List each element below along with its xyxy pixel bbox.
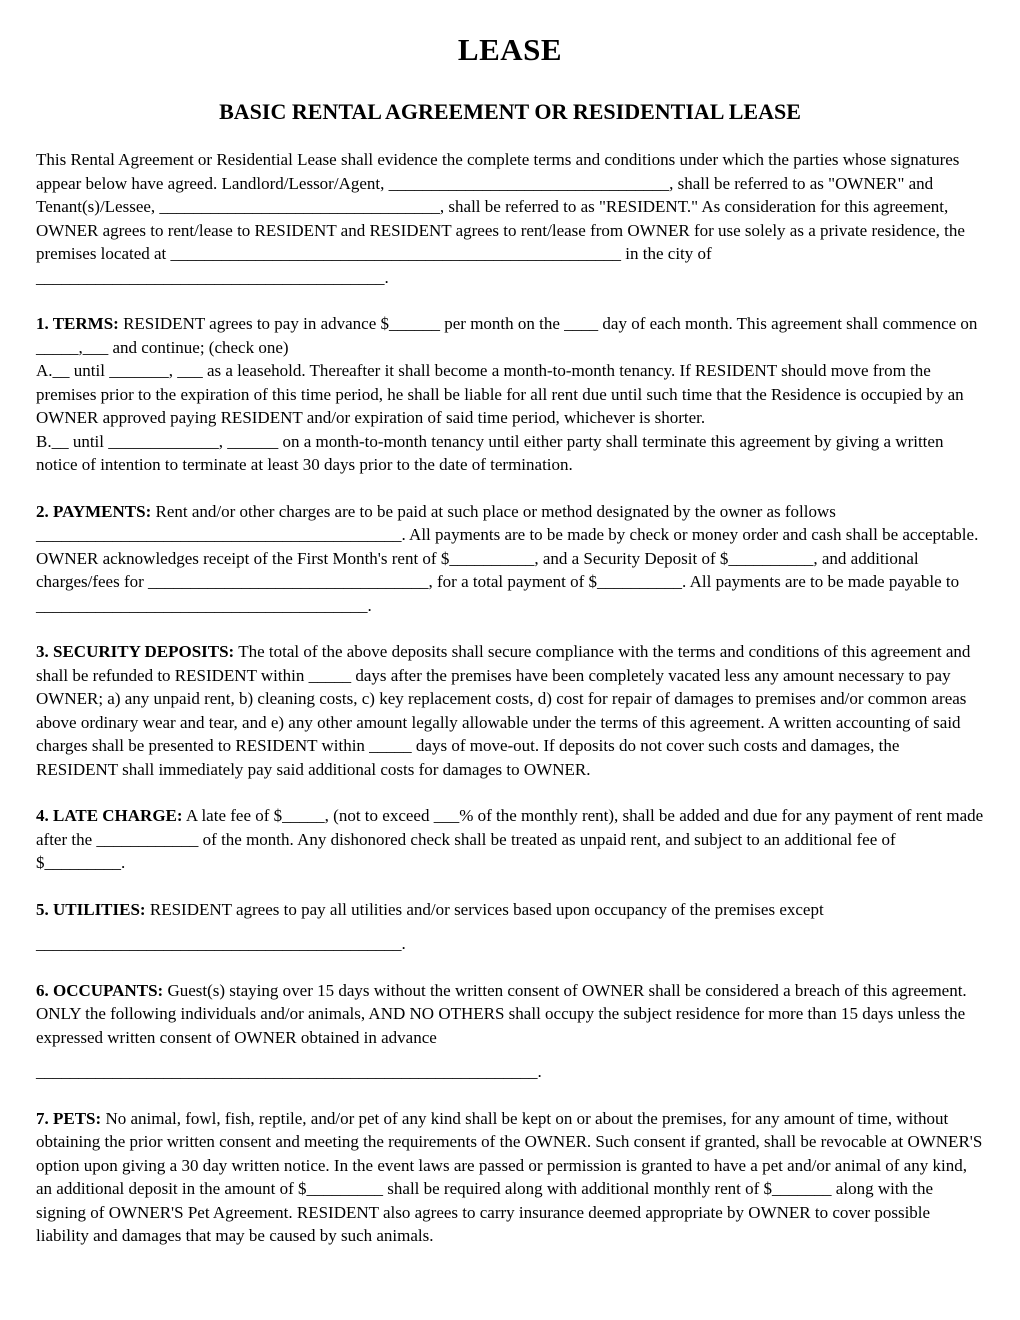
section-terms-clause-b: B.__ until _____________, ______ on a month-to-month tenancy until either party shall terminate this agreement by giving a written notice of intention to terminate at least 30 days prior to the date of termination. xyxy=(36,431,944,474)
section-occupants-heading: 6. OCCUPANTS: xyxy=(36,980,164,1000)
section-occupants-blank-line: ___________________________________________________________. xyxy=(36,1062,542,1081)
section-pets-body: No animal, fowl, fish, reptile, and/or pet of any kind shall be kept on or about the premises, for any amount of time, without obtaining the prior written consent and meeting the requirements of the OWNER. Such consent if granted, shall be revocable at OWNER'S option upon giving a 30 day written notice. In the event laws are passed or permission is granted to have a pet and/or animal of any kind, an additional deposit in the amount of $_________ shall be required along with additional monthly rent of $_______ along with the signing of OWNER'S Pet Agreement. RESIDENT also agrees to carry insurance deemed appropriate by OWNER to cover possible liability and damages that may be caused by such animals. xyxy=(36,1108,983,1245)
section-occupants-body: Guest(s) staying over 15 days without the written consent of OWNER shall be considered a breach of this agreement. ONLY the following individuals and/or animals, AND NO OTHERS shall occupy the subject residence for more than 15 days unless the expressed written consent of OWNER obtained in advance xyxy=(36,980,967,1047)
section-terms-body: RESIDENT agrees to pay in advance $______ per month on the ____ day of each month. This agreement shall commence on _____,___ and continue; (check one) xyxy=(36,314,978,357)
document-subtitle: BASIC RENTAL AGREEMENT OR RESIDENTIAL LEASE xyxy=(219,99,801,124)
section-occupants xyxy=(36,979,984,1050)
section-utilities-blank-line: ___________________________________________. xyxy=(36,934,406,953)
section-pets-heading: 7. PETS: xyxy=(36,1108,102,1128)
section-security-deposits-body: The total of the above deposits shall secure compliance with the terms and conditions of this agreement and shall be refunded to RESIDENT within _____ days after the premises have been completely vacated less any amount necessary to pay OWNER; a) any unpaid rent, b) cleaning costs, c) key replacement costs, d) cost for repair of damages to premises and/or common areas above ordinary wear and tear, and e) any other amount legally allowable under the terms of this agreement. A written accounting of said charges shall be presented to RESIDENT within _____ days of move-out. If deposits do not cover such costs and damages, the RESIDENT shall immediately pay said additional costs for damages to OWNER. xyxy=(36,642,971,779)
section-security-deposits xyxy=(36,640,984,781)
section-payments-heading: 2. PAYMENTS: xyxy=(36,501,152,521)
section-utilities-body: RESIDENT agrees to pay all utilities and/or services based upon occupancy of the premises except xyxy=(149,899,824,919)
intro-paragraph: This Rental Agreement or Residential Lease shall evidence the complete terms and conditions under which the parties whose signatures appear below have agreed. Landlord/Lessor/Agent, _________________________________, shall be referred to as "OWNER" and Tenant(s)/Lessee, _________________________________, shall be referred to as "RESIDENT." As consideration for this agreement, OWNER agrees to rent/lease to RESIDENT and RESIDENT agrees to rent/lease from OWNER for use solely as a private residence, the premises located at _____________________________________________________ in the city of _________________________________________. xyxy=(36,150,965,287)
section-payments xyxy=(36,500,984,618)
section-late-charge-heading: 4. LATE CHARGE: xyxy=(36,806,183,825)
section-terms-heading: 1. TERMS: xyxy=(36,314,119,333)
section-late-charge xyxy=(36,804,984,875)
section-payments-body: Rent and/or other charges are to be paid at such place or method designated by the owner as follows ___________________________________________. All payments are to be made by check or money order and cash shall be acceptable. OWNER acknowledges receipt of the First Month's rent of $__________, and a Security Deposit of $__________, and additional charges/fees for _________________________________, for a total payment of $__________. All payments are to be made payable to _______________________________________. xyxy=(36,501,979,615)
document-title: LEASE xyxy=(457,32,563,67)
section-utilities-heading: 5. UTILITIES: xyxy=(36,899,146,919)
section-utilities xyxy=(36,898,984,922)
section-terms xyxy=(36,312,984,359)
section-security-deposits-heading: 3. SECURITY DEPOSITS: xyxy=(36,642,235,661)
section-terms-clause-a: A.__ until _______, ___ as a leasehold. Thereafter it shall become a month-to-month tenancy. If RESIDENT should move from the premises prior to the expiration of this time period, he shall be liable for all rent due until such time that the Residence is occupied by an OWNER approved paying RESIDENT and/or expiration of said time period, whichever is shorter. xyxy=(36,361,964,427)
section-late-charge-body: A late fee of $_____, (not to exceed ___% of the monthly rent), shall be added and due for any payment of rent made after the ____________ of the month. Any dishonored check shall be treated as unpaid rent, and subject to an additional fee of $_________. xyxy=(36,806,984,872)
section-pets xyxy=(36,1107,984,1248)
